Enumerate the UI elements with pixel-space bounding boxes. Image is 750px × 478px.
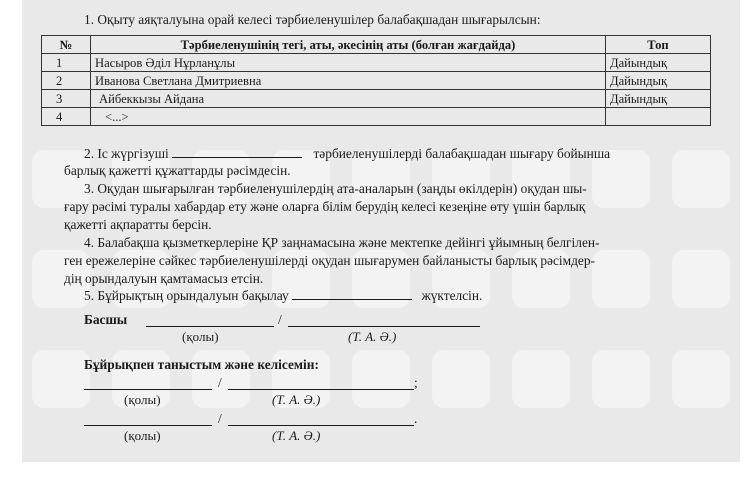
ack-signature-line-1[interactable] <box>84 388 212 390</box>
head-label: Басшы <box>84 312 128 327</box>
head-sign-caption: (қолы) <box>182 329 219 344</box>
item-3-line-3: қажетті ақпаратты берсін. <box>64 217 212 232</box>
table-header-row <box>42 36 711 54</box>
item-3-line-1: 3. Оқудан шығарылған тәрбиеленушілердің ата-аналарын (заңды өкілдерін) оқудан шы- <box>84 181 587 196</box>
row-name: Иванова Светлана Дмитриевна <box>91 72 606 90</box>
col-header-group: Топ <box>606 36 711 54</box>
item-4-line-2: ген ережелеріне сәйкес тәрбиеленушілерді оқудан шығарумен байланысты барлық рәсімдер- <box>64 253 596 268</box>
head-signature-line[interactable] <box>146 325 274 327</box>
item-3-line-2: ғару рәсімі туралы хабардар ету және оларға білім берудің келесі кезеңіне өту үшін барлық <box>64 199 586 214</box>
item-4-line-1: 4. Балабақша қызметкерлеріне ҚР заңнамасына және мектепке дейінгі ұйымның белгілен- <box>84 235 600 250</box>
col-header-number: № <box>42 36 91 54</box>
row-group <box>606 108 711 126</box>
row-number: 3 <box>42 90 91 108</box>
ack-signature-line-2[interactable] <box>84 424 212 426</box>
item-1-text: 1. Оқыту аяқталуына орай келесі тәрбиеленушілер балабақшадан шығарылсын: <box>84 12 541 27</box>
item-5-suffix: жүктелсін. <box>421 288 483 303</box>
document-sheet <box>22 0 740 462</box>
row-group: Дайындық <box>606 72 711 90</box>
controller-name-blank[interactable] <box>292 287 412 300</box>
head-name-line[interactable] <box>288 325 480 327</box>
table-row <box>42 108 711 126</box>
row-number: 4 <box>42 108 91 126</box>
item-2-suffix: тәрбиеленушілерді балабақшадан шығару бойынша <box>313 146 611 161</box>
students-table <box>41 35 711 126</box>
document-content <box>22 0 740 462</box>
col-header-name: Тәрбиеленушінің тегі, аты, әкесінің аты (болған жағдайда) <box>91 36 606 54</box>
table-row <box>42 90 711 108</box>
ack-name-caption-1: (Т. А. Ә.) <box>272 392 321 407</box>
clerk-name-blank[interactable] <box>172 145 302 158</box>
row-group: Дайындық <box>606 54 711 72</box>
ack-sign-caption-1: (қолы) <box>124 392 161 407</box>
item-2-line-1 <box>84 145 712 162</box>
ack-name-caption-2: (Т. А. Ә.) <box>272 428 321 443</box>
row-number: 1 <box>42 54 91 72</box>
item-5-line <box>84 287 482 304</box>
item-2-line-2: барлық қажетті құжаттарды рәсімдесін. <box>64 163 291 178</box>
head-slash: / <box>278 312 282 327</box>
item-4-line-3: дің орындалуын қамтамасыз етсін. <box>64 271 264 286</box>
item-2-prefix: 2. Іс жүргізуші <box>84 146 169 161</box>
head-name-caption: (Т. А. Ә.) <box>348 329 397 344</box>
ack-slash-1: / <box>218 375 222 390</box>
ack-period: . <box>414 411 418 426</box>
ack-name-line-2[interactable] <box>228 424 414 426</box>
row-group: Дайындық <box>606 90 711 108</box>
row-name: Айбеккызы Айдана <box>91 90 606 108</box>
table-row <box>42 72 711 90</box>
ack-title: Бұйрықпен таныстым және келісемін: <box>84 357 319 372</box>
ack-sign-caption-2: (қолы) <box>124 428 161 443</box>
row-name: Насыров Әділ Нұрланұлы <box>91 54 606 72</box>
item-5-prefix: 5. Бұйрықтың орындалуын бақылау <box>84 288 289 303</box>
ack-semicolon: ; <box>414 375 418 390</box>
table-row <box>42 54 711 72</box>
ack-name-line-1[interactable] <box>228 388 414 390</box>
ack-slash-2: / <box>218 411 222 426</box>
row-name: <...> <box>91 108 606 126</box>
row-number: 2 <box>42 72 91 90</box>
